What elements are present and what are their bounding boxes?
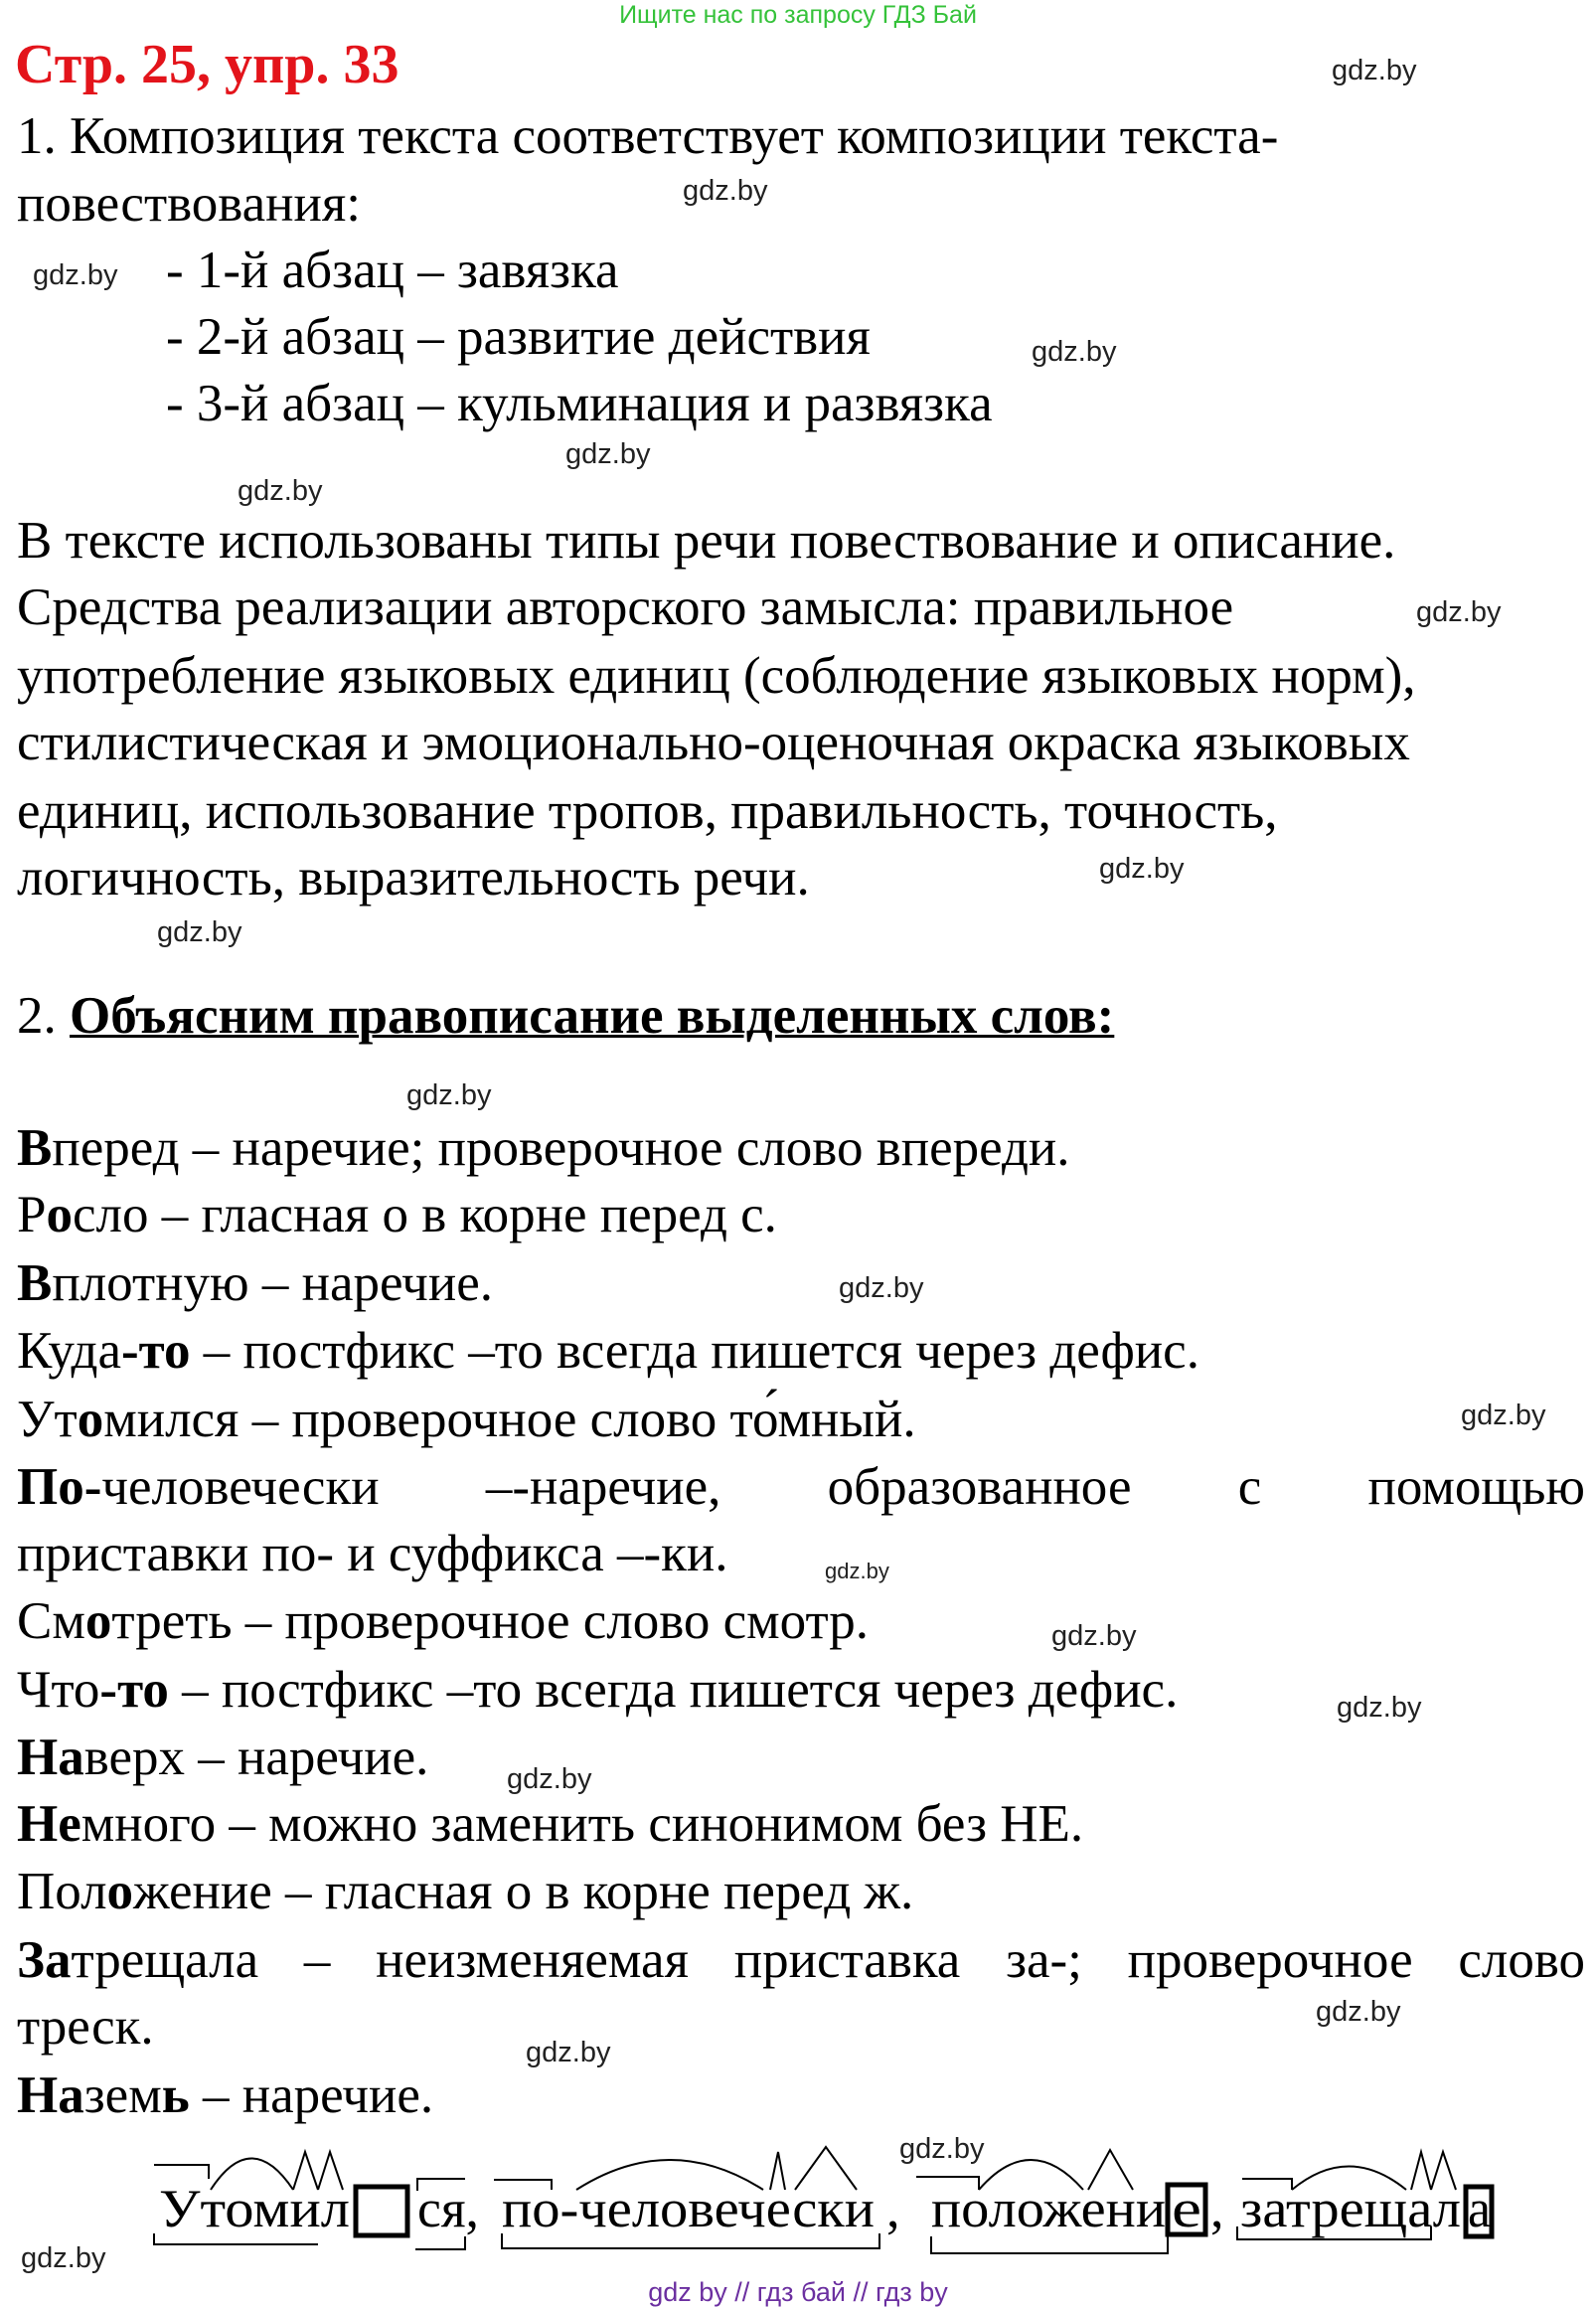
explanation-line [17,1858,913,1925]
gdz-watermark: gdz.by [899,2133,985,2165]
diagram-comma: , [1210,2179,1224,2238]
explanation-text: приставки по- и суффикса –-ки. [17,1525,728,1582]
highlighted-letters: о [77,1391,104,1448]
prefix-mark [154,2165,209,2179]
highlighted-letters: о [46,1186,73,1243]
gdz-watermark: gdz.by [157,916,242,948]
paragraph-line: логичность, выразительность речи. [17,849,810,907]
explanation-text: См [17,1592,85,1650]
paragraph-item: - 2-й абзац – развитие действия [166,308,871,366]
paragraph-line: Средства реализации авторского замысла: правильное [17,578,1234,636]
highlighted-letters: В [17,1119,53,1177]
explanation-text: – постфикс –то всегда пишется через дефис. [190,1322,1199,1380]
gdz-watermark: gdz.by [1461,1400,1546,1431]
explanation-text: плотную – наречие. [52,1254,493,1312]
explanation-text: человечески –-наречие, образованное с помощью [101,1458,1585,1516]
diagram-comma: , [886,2179,900,2238]
search-hint-banner: Ищите нас по запросу ГДЗ Бай [619,1,977,29]
gdz-watermark: gdz.by [825,1559,889,1583]
paragraph-line: употребление языковых единиц (соблюдение языковых норм), [17,647,1416,705]
diagram-word-polozhenie: положени [931,2179,1166,2238]
gdz-watermark: gdz.by [1032,336,1117,368]
explanation-text: жение – гласная о в корне перед ж. [133,1863,914,1920]
gdz-watermark: gdz.by [1051,1620,1137,1652]
highlighted-letters: -то [121,1322,191,1380]
diagram-word-po-chelovecheski: по-человечески [502,2179,875,2238]
diagram-postfix-sya: ся, [417,2179,479,2238]
explanation-line [17,1453,1585,1521]
paragraph-line: единиц, использование тропов, правильность, точность, [17,782,1278,840]
highlighted-letters: В [17,1254,53,1312]
explanation-text: – наречие. [189,2066,434,2124]
gdz-watermark: gdz.by [1316,1996,1401,2028]
explanation-text: зем [83,2066,162,2124]
diagram-word-utomil: Утомил [159,2179,350,2238]
gdz-watermark: gdz.by [1099,853,1185,885]
stem-mark [931,2236,1168,2253]
part1-line: повествования: [17,175,361,233]
gdz-watermark: gdz.by [406,1079,492,1111]
paragraph-line: стилистическая и эмоционально-оценочная окраска языковых [17,714,1410,771]
paragraph-line: В тексте использованы типы речи повествование и описание. [17,512,1396,570]
highlighted-letters: о [84,1592,112,1650]
explanation-text: Р [17,1186,47,1243]
explanation-text: Ут [17,1391,78,1448]
ending-box [356,2187,407,2235]
highlighted-letters: На [17,1729,84,1786]
explanation-line [17,1926,1585,1994]
explanation-line [17,1993,154,2061]
gdz-watermark: gdz.by [683,175,768,207]
explanation-text: трещала – неизменяемая приставка за-; проверочное слово [71,1931,1585,1989]
explanation-line [17,1656,1178,1724]
explanation-line [17,1724,428,1791]
highlighted-letters: За [17,1931,72,1989]
gdz-watermark: gdz.by [839,1272,924,1304]
footer-watermark: gdz by // гдз бай // гдз by [648,2277,948,2307]
explanation-line [17,1317,1199,1385]
diagram-ending-a: а [1468,2179,1492,2238]
explanation-text: треть – проверочное слово смотр. [111,1592,870,1650]
highlighted-letters: Не [17,1795,81,1853]
highlighted-letters: По- [17,1458,102,1516]
explanation-text: Что [17,1661,100,1719]
explanation-line [17,1181,777,1248]
highlighted-letters: о [106,1863,134,1920]
explanation-line [17,1520,727,1587]
explanation-line [17,1249,493,1317]
highlighted-letters: -то [99,1661,169,1719]
part1-line: 1. Композиция текста соответствует композиции текста- [17,107,1279,165]
part2-heading-text: Объясним правописание выделенных слов: [70,987,1115,1045]
part2-number: 2. [17,987,70,1045]
highlighted-letters: На [17,2066,84,2124]
explanation-line [17,1386,916,1453]
explanation-text: перед – наречие; проверочное слово впереди. [52,1119,1070,1177]
explanation-line [17,1587,869,1655]
explanation-text: много – можно заменить синонимом без НЕ. [80,1795,1084,1853]
paragraph-item: - 1-й абзац – завязка [166,242,619,299]
explanation-text: сло – гласная о в корне перед с. [72,1186,777,1243]
explanation-line [17,1114,1070,1182]
gdz-watermark: gdz.by [565,438,651,470]
explanation-text: треск. [17,1998,154,2056]
paragraph-item: - 3-й абзац – кульминация и развязка [166,375,993,432]
explanation-text: Пол [17,1863,107,1920]
explanation-text: Куда [17,1322,122,1380]
explanation-line [17,1790,1083,1858]
part2-heading [17,982,1114,1050]
explanation-text: мился – проверочное слово то́мный. [103,1391,916,1448]
gdz-watermark: gdz.by [21,2242,106,2274]
explanation-text: верх – наречие. [83,1729,429,1786]
page-title: Стр. 25, упр. 33 [15,34,399,95]
diagram-ending-e: е [1172,2179,1201,2238]
gdz-watermark: gdz.by [1416,596,1502,628]
diagram-word-zatreshchala: затрещал [1240,2179,1461,2238]
gdz-watermark: gdz.by [1332,55,1417,86]
explanation-text: – постфикс –то всегда пишется через дефис. [168,1661,1179,1719]
gdz-watermark: gdz.by [1337,1692,1422,1724]
gdz-watermark: gdz.by [238,475,323,507]
gdz-watermark: gdz.by [33,259,118,291]
gdz-watermark: gdz.by [507,1763,592,1795]
highlighted-letters: ь [161,2066,190,2124]
gdz-watermark: gdz.by [526,2037,611,2068]
explanation-line [17,2061,433,2129]
